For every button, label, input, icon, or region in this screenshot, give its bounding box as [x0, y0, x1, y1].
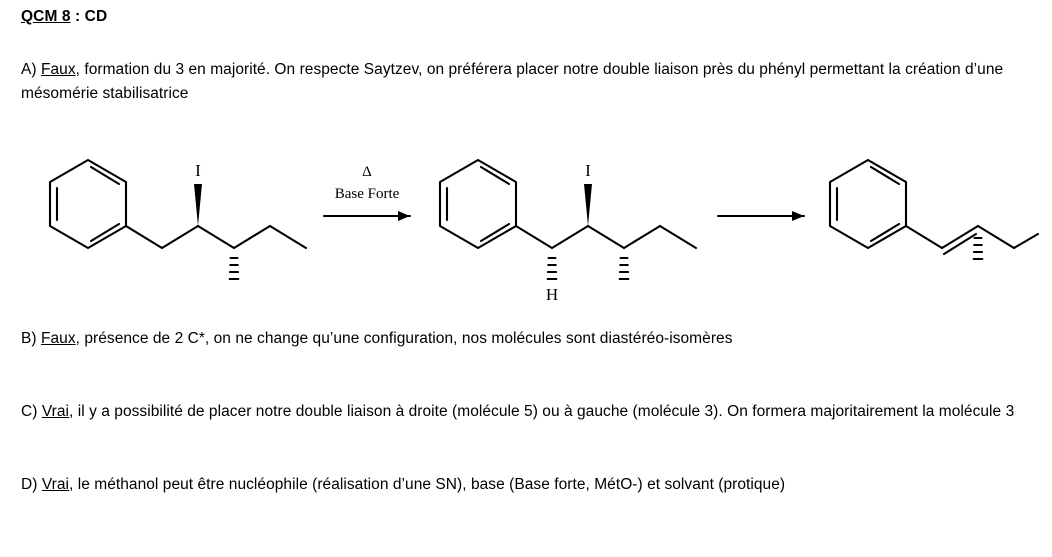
paragraph-c-text: , il y a possibilité de placer notre double liaison à droite (molécule 5) ou à gauche (molécule 3). On formera majoritairement la molécule 3 [69, 403, 1015, 420]
page-title [21, 8, 107, 26]
paragraph-a-text: , formation du 3 en majorité. On respecte Saytzev, on préférera placer notre double liaison près du phényl permettant la création d’une mésomérie stabilisatrice [21, 61, 1004, 102]
condition-top: Δ [362, 164, 372, 180]
label-iodine-1: I [195, 161, 201, 180]
paragraph-b-marker: B) [21, 330, 37, 347]
paragraph-a [21, 58, 1021, 106]
reaction-arrow-2 [718, 211, 804, 221]
paragraph-a-keyword: Faux [40, 61, 76, 78]
label-iodine-2: I [585, 161, 591, 180]
paragraph-d-text: , le méthanol peut être nucléophile (réalisation d’une SN), base (Base forte, MétO-) et solvant (protique) [69, 476, 786, 493]
paragraph-d-keyword: Vrai [41, 476, 70, 493]
condition-bottom: Base Forte [334, 186, 400, 202]
page-title-prefix: QCM 8 [21, 8, 71, 25]
structure-reactant [50, 160, 306, 279]
structure-product [830, 160, 1038, 259]
paragraph-c-keyword: Vrai [41, 403, 70, 420]
reaction-arrow-1 [324, 211, 410, 221]
reaction-scheme-svg [12, 140, 1042, 310]
paragraph-b-text: , présence de 2 C*, on ne change qu’une configuration, nos molécules sont diastéréo-isomères [75, 330, 733, 347]
reaction-scheme [12, 140, 1042, 310]
structure-intermediate [440, 160, 696, 279]
paragraph-c [21, 400, 1021, 424]
paragraph-d-marker: D) [21, 476, 38, 493]
paragraph-a-marker: A) [21, 61, 37, 78]
paragraph-b-keyword: Faux [40, 330, 76, 347]
paragraph-c-marker: C) [21, 403, 38, 420]
page-title-suffix: : CD [70, 8, 108, 25]
paragraph-b [21, 327, 1021, 351]
paragraph-d [21, 473, 1021, 497]
label-hydrogen: H [545, 285, 559, 304]
